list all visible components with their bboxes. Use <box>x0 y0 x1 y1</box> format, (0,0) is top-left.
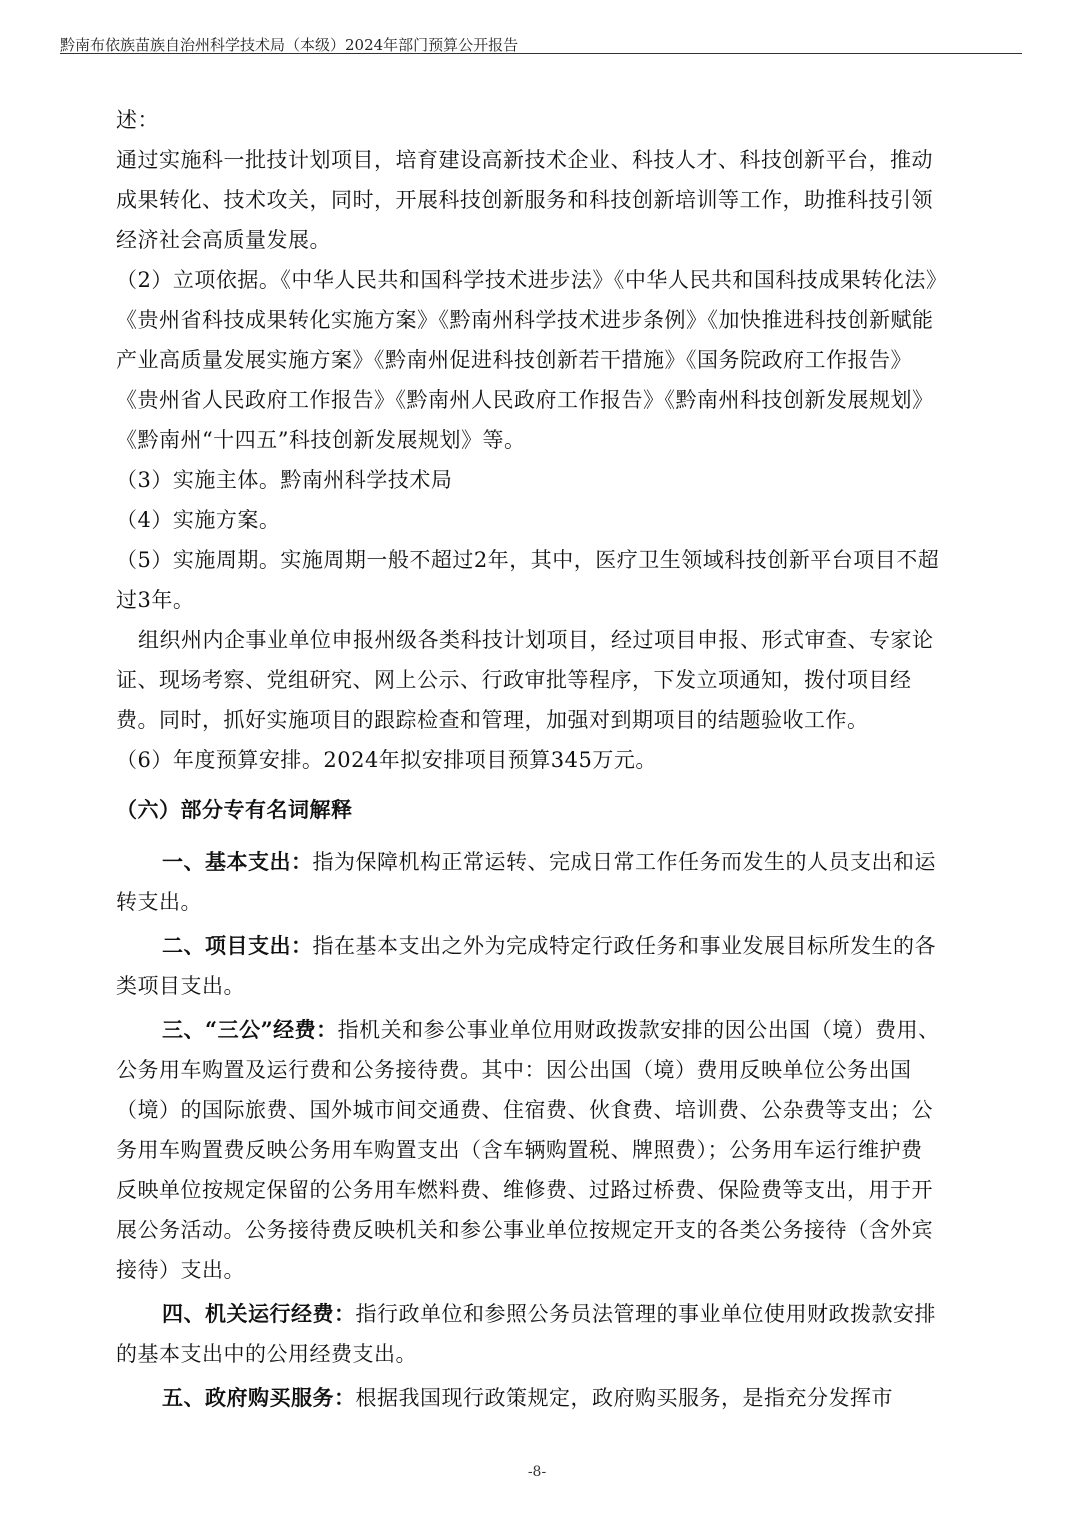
definition-item <box>116 1294 942 1374</box>
definition-text: 指在基本支出之外为完成特定行政任务和事业发展目标所发生的各类项目支出。 <box>116 934 936 998</box>
paragraph: 述： <box>116 108 159 132</box>
definition-term: 五、政府购买服务： <box>162 1385 356 1410</box>
definition-term: 二、项目支出： <box>162 933 313 958</box>
definition-term: 四、机关运行经费： <box>162 1301 356 1326</box>
page-header-title: 黔南布依族苗族自治州科学技术局（本级）2024年部门预算公开报告 <box>60 36 519 54</box>
header-divider <box>60 53 1022 54</box>
document-body <box>116 100 942 1422</box>
paragraph: （5）实施周期。实施周期一般不超过2年，其中，医疗卫生领域科技创新平台项目不超过3年。 <box>116 548 940 612</box>
definition-text: 指行政单位和参照公务员法管理的事业单位使用财政拨款安排的基本支出中的公用经费支出。 <box>116 1302 936 1366</box>
page-number: -8- <box>527 1464 547 1480</box>
definition-term: 一、基本支出： <box>162 849 313 874</box>
definition-item <box>116 926 942 1006</box>
definition-text: 根据我国现行政策规定，政府购买服务，是指充分发挥市 <box>355 1386 893 1410</box>
section-heading: （六）部分专有名词解释 <box>116 797 353 822</box>
definition-text: 指为保障机构正常运转、完成日常工作任务而发生的人员支出和运转支出。 <box>116 850 936 914</box>
paragraph: （3）实施主体。黔南州科学技术局 <box>116 468 453 492</box>
definition-item <box>116 1378 942 1418</box>
definition-text: 指机关和参公事业单位用财政拨款安排的因公出国（境）费用、公务用车购置及运行费和公务接待费。其中：因公出国（境）费用反映单位公务出国（境）的国际旅费、国外城市间交通费、住宿费、伙食费、培训费、公杂费等支出；公务用车购置费反映公务用车购置支出（含车辆购置税、牌照费）；公务用车运行维护费反映单位按规定保留的公务用车燃料费、维修费、过路过桥费、保险费等支出，用于开展公务活动。公务接待费反映机关和参公事业单位按规定开支的各类公务接待（含外宾接待）支出。 <box>116 1018 940 1282</box>
paragraph: （4）实施方案。 <box>116 508 281 532</box>
paragraph: 通过实施科一批技计划项目，培育建设高新技术企业、科技人才、科技创新平台，推动成果转化、技术攻关，同时，开展科技创新服务和科技创新培训等工作，助推科技引领经济社会高质量发展。 <box>116 148 933 252</box>
definition-item <box>116 842 942 922</box>
definition-term: 三、“三公”经费： <box>162 1017 338 1042</box>
paragraph: （6）年度预算安排。2024年拟安排项目预算345万元。 <box>116 748 657 772</box>
paragraph: （2）立项依据。《中华人民共和国科学技术进步法》《中华人民共和国科技成果转化法》《贵州省科技成果转化实施方案》《黔南州科学技术进步条例》《加快推进科技创新赋能产业高质量发展实施方案》《黔南州促进科技创新若干措施》《国务院政府工作报告》《贵州省人民政府工作报告》《黔南州人民政府工作报告》《黔南州科技创新发展规划》《黔南州“十四五”科技创新发展规划》等。 <box>116 268 937 452</box>
definition-item <box>116 1010 942 1290</box>
paragraph: 组织州内企事业单位申报州级各类科技计划项目，经过项目申报、形式审查、专家论证、现场考察、党组研究、网上公示、行政审批等程序，下发立项通知，拨付项目经费。同时，抓好实施项目的跟踪检查和管理，加强对到期项目的结题验收工作。 <box>116 628 934 732</box>
